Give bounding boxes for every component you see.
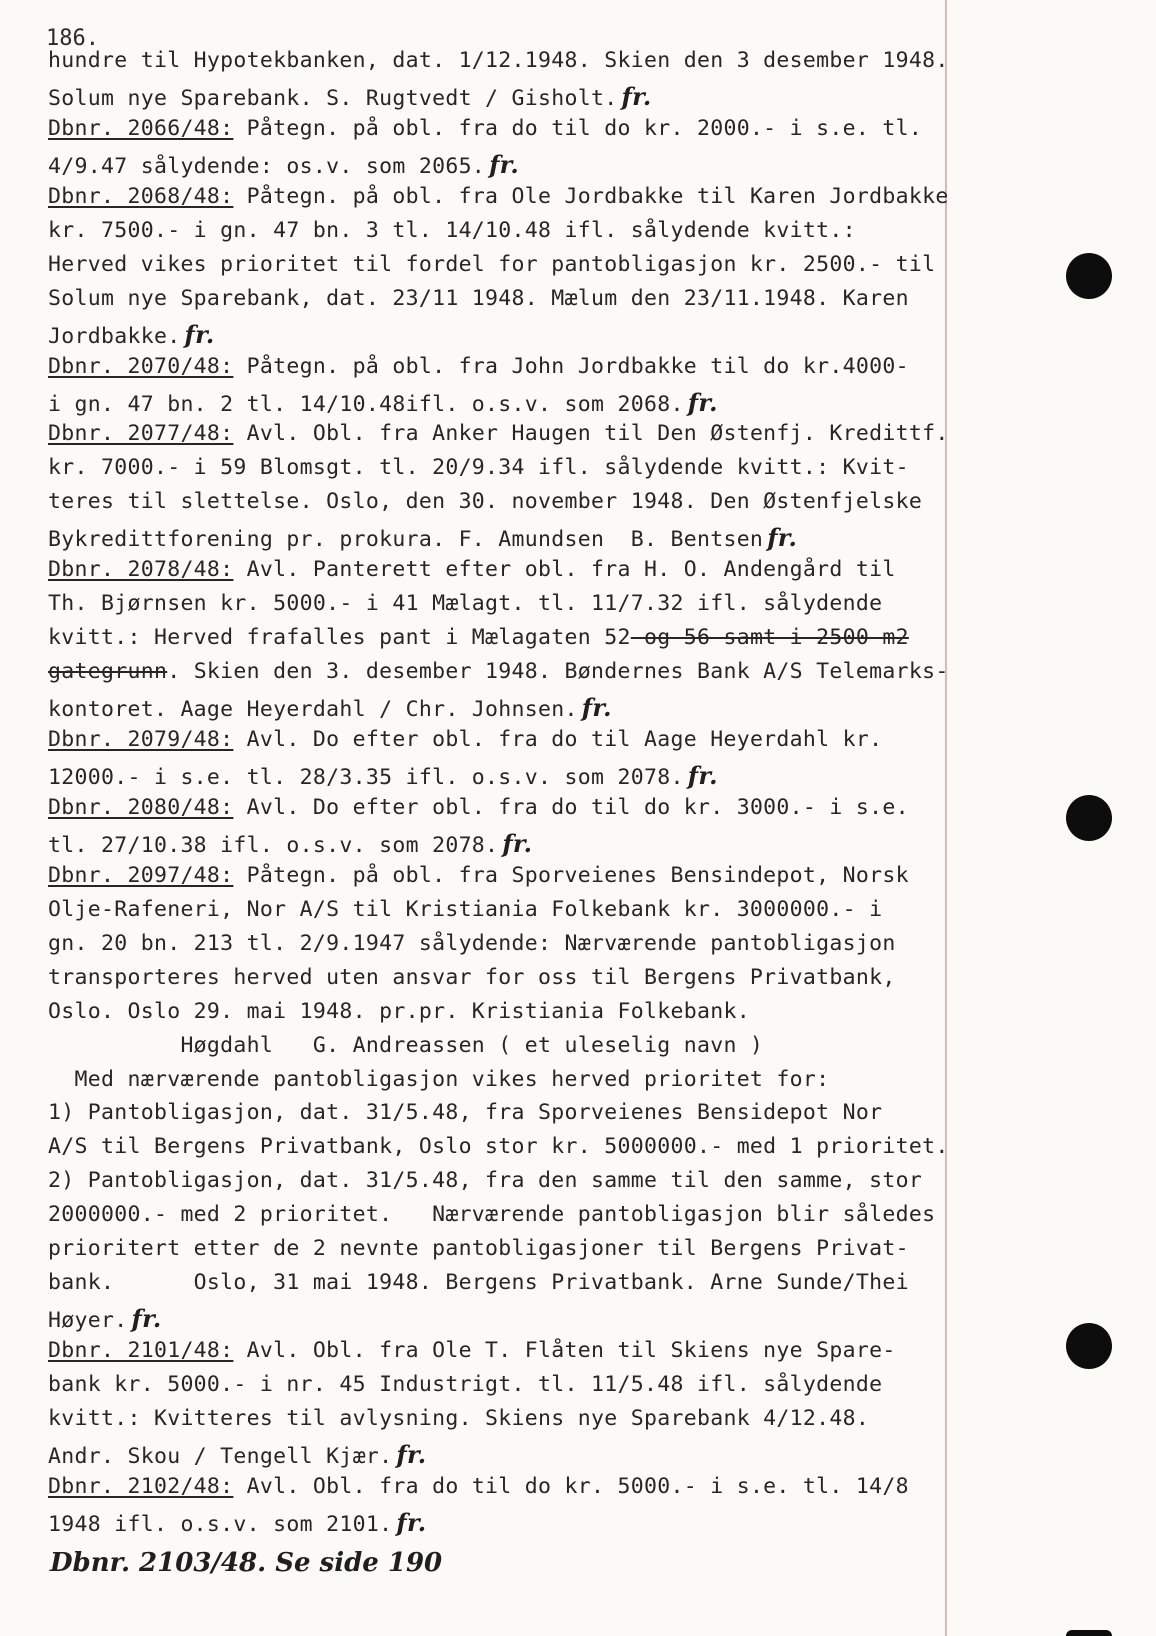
document-line [48,557,896,582]
dbnr-reference: Dbnr. 2102/48: [48,1473,234,1499]
document-line [48,1440,426,1469]
document-line [48,897,882,922]
document-line [48,1033,763,1058]
line-text: 12000.- i s.e. tl. 28/3.35 ifl. o.s.v. som 2078. [48,764,684,790]
document-line [48,184,949,209]
line-text: i gn. 47 bn. 2 tl. 14/10.48ifl. o.s.v. som 2068. [48,391,684,417]
handwritten-initials: fr. [581,693,612,723]
document-line [48,116,922,141]
line-text: Herved vikes prioritet til fordel for pantobligasjon kr. 2500.- til [48,251,936,277]
line-text: 2000000.- med 2 prioritet. Nærværende pantobligasjon blir således [48,1202,936,1228]
line-text: Med nærværende pantobligasjon vikes herved prioritet for: [48,1066,830,1092]
line-text: Olje-Rafeneri, Nor A/S til Kristiania Folkebank kr. 3000000.- i [48,896,883,922]
document-line [48,320,214,349]
line-text: Påtegn. på obl. fra Sporveienes Bensindepot, Norsk [233,862,909,888]
dbnr-reference: Dbnr. 2080/48: [48,794,234,820]
document-line [48,761,718,790]
dbnr-reference: Dbnr. 2079/48: [48,727,234,752]
line-text: bank kr. 5000.- i nr. 45 Industrigt. tl. 11/5.48 ifl. sålydende [48,1372,883,1398]
binder-hole [1066,795,1112,841]
line-text: gn. 20 bn. 213 tl. 2/9.1947 sålydende: Nærværende pantobligasjon [48,930,896,956]
document-line [48,1372,882,1397]
line-text: Høgdahl G. Andreassen ( et uleselig navn ) [48,1032,764,1058]
document-line [48,795,909,820]
line-text: 2) Pantobligasjon, dat. 31/5.48, fra den samme til den samme, stor [48,1168,923,1194]
dbnr-reference: Dbnr. 2068/48: [48,183,234,209]
handwritten-footer-note: Dbnr. 2103/48. Se side 190 [50,1548,443,1578]
document-line [48,625,909,650]
document-line [48,489,922,514]
document-line [48,1100,882,1125]
handwritten-initials: fr. [396,1507,427,1537]
dbnr-reference: Dbnr. 2101/48: [48,1338,234,1364]
line-text: Avl. Do efter obl. fra do til Aage Heyerdahl kr. [233,727,883,752]
document-line [48,48,949,73]
line-text: Avl. Panterett efter obl. fra H. O. Andengård til [233,557,896,583]
document-line [48,1270,909,1295]
document-line [48,1406,869,1431]
binder-hole [1066,253,1112,299]
binder-hole [1066,1323,1112,1369]
line-text: Bykredittforening pr. prokura. F. Amundsen B. Bentsen [48,527,764,553]
binder-hole [1066,1630,1112,1636]
document-line [48,659,949,684]
document-line [48,421,949,446]
struck-text: gategrunn [48,659,168,685]
line-text: teres til slettelse. Oslo, den 30. november 1948. Den Østenfjelske [48,489,923,515]
line-text: Avl. Do efter obl. fra do til do kr. 3000.- i s.e. [233,794,909,820]
handwritten-initials: fr. [184,319,215,349]
document-line [48,1304,162,1333]
handwritten-initials: fr. [687,387,718,417]
document-line [48,1168,922,1193]
document-line [48,286,909,311]
line-text: Solum nye Sparebank, dat. 23/11 1948. Mælum den 23/11.1948. Karen [48,285,909,311]
line-text: 1948 ifl. o.s.v. som 2101. [48,1511,393,1537]
handwritten-initials: fr. [489,149,520,179]
handwritten-initials: fr. [396,1439,427,1469]
document-line [48,523,797,552]
dbnr-reference: Dbnr. 2066/48: [48,115,234,141]
line-text: Avl. Obl. fra Ole T. Flåten til Skiens nye Spare- [233,1338,896,1364]
handwritten-initials: fr. [621,81,652,111]
line-text: kr. 7000.- i 59 Blomsgt. tl. 20/9.34 ifl. sålydende kvitt.: Kvit- [48,455,909,481]
document-line [48,1134,949,1159]
document-line [48,1338,896,1363]
line-text: hundre til Hypotekbanken, dat. 1/12.1948. Skien den 3 desember 1948. [48,48,949,73]
line-text: Avl. Obl. fra do til do kr. 5000.- i s.e. tl. 14/8 [233,1473,909,1499]
line-text: Th. Bjørnsen kr. 5000.- i 41 Mælagt. tl. 11/7.32 ifl. sålydende [48,591,883,617]
line-text: 1) Pantobligasjon, dat. 31/5.48, fra Sporveienes Bensidepot Nor [48,1100,883,1126]
line-text: Høyer. [48,1308,128,1334]
document-line [48,1067,829,1092]
document-line [48,1474,909,1499]
line-text: Solum nye Sparebank. S. Rugtvedt / Gisholt. [48,85,618,111]
document-line [48,82,652,111]
page-number: 186. [46,26,99,51]
handwritten-initials: fr. [767,523,798,553]
line-text: kontoret. Aage Heyerdahl / Chr. Johnsen. [48,697,578,723]
line-text: . Skien den 3. desember 1948. Bøndernes Bank A/S Telemarks- [167,659,949,685]
line-text: Påtegn. på obl. fra Ole Jordbakke til Karen Jordbakke [233,183,949,209]
line-text: prioritert etter de 2 nevnte pantobligasjoner til Bergens Privat- [48,1236,909,1262]
line-text: Påtegn. på obl. fra John Jordbakke til do kr.4000- [233,353,909,379]
handwritten-initials: fr. [131,1304,162,1334]
document-line [48,1508,426,1537]
dbnr-reference: Dbnr. 2097/48: [48,862,234,888]
line-text: Avl. Obl. fra Anker Haugen til Den Østenfj. Kredittf. [233,421,949,447]
document-line [48,252,935,277]
document-line [48,999,750,1024]
document-line [48,1202,935,1227]
line-text: Oslo. Oslo 29. mai 1948. pr.pr. Kristiania Folkebank. [48,998,750,1024]
document-line [48,388,718,417]
document-line [48,455,909,480]
handwritten-initials: fr. [687,760,718,790]
dbnr-reference: Dbnr. 2078/48: [48,557,234,583]
line-text: tl. 27/10.38 ifl. o.s.v. som 2078. [48,832,499,858]
document-line [48,829,532,858]
document-line [48,931,896,956]
line-text: Jordbakke. [48,323,181,349]
line-text: 4/9.47 sålydende: os.v. som 2065. [48,153,486,179]
handwritten-initials: fr. [502,828,533,858]
margin-line [945,0,947,1636]
dbnr-reference: Dbnr. 2077/48: [48,421,234,447]
line-text: Andr. Skou / Tengell Kjær. [48,1443,393,1469]
document-line [48,218,856,243]
line-text: kvitt.: Kvitteres til avlysning. Skiens nye Sparebank 4/12.48. [48,1406,870,1431]
line-text: kr. 7500.- i gn. 47 bn. 3 tl. 14/10.48 ifl. sålydende kvitt.: [48,217,856,243]
document-line [48,1236,909,1261]
line-text: bank. Oslo, 31 mai 1948. Bergens Privatbank. Arne Sunde/Thei [48,1270,909,1296]
document-line [48,863,909,888]
line-text: transporteres herved uten ansvar for oss til Bergens Privatbank, [48,964,896,990]
document-line [48,693,612,722]
line-text: A/S til Bergens Privatbank, Oslo stor kr. 5000000.- med 1 prioritet. [48,1134,949,1160]
document-line [48,727,882,752]
document-line [48,354,909,379]
document-line [48,150,519,179]
dbnr-reference: Dbnr. 2070/48: [48,353,234,379]
line-text: Påtegn. på obl. fra do til do kr. 2000.- i s.e. tl. [233,115,923,141]
document-line [48,591,882,616]
line-text: kvitt.: Herved frafalles pant i Mælagaten 52 [48,625,631,651]
struck-text: og 56 samt i 2500 m2 [630,625,909,651]
document-line [48,965,896,990]
